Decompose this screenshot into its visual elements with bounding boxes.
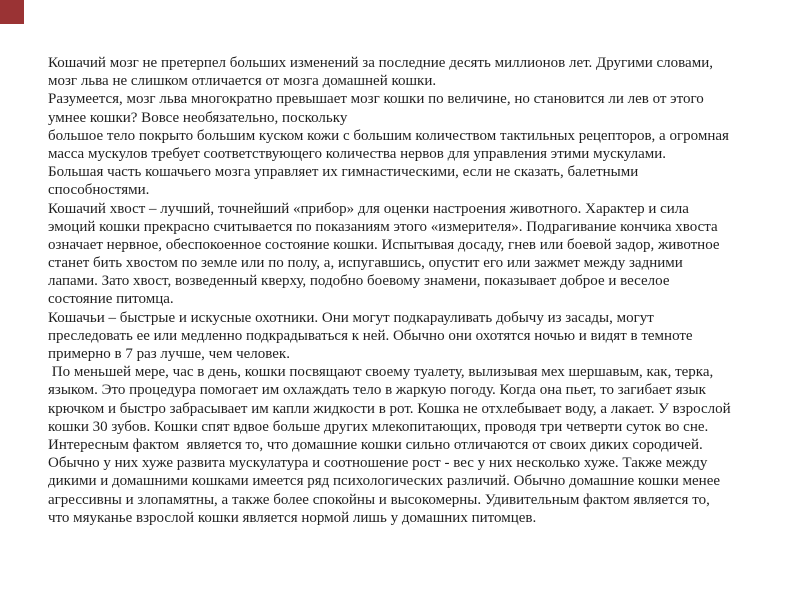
text-line: состояние питомца. [48, 291, 174, 308]
text-line: Обычно у них хуже развита мускулатура и соотношение рост - вес у них несколько хуже. Также между [48, 455, 708, 472]
text-line: крючком и быстро забрасывает им капли жидкости в рот. Кошка не отхлебывает воду, а лакает. У взрослой [48, 400, 731, 417]
text-line: преследовать ее или медленно подкрадываться к ней. Обычно они охотятся ночью и видят в темноте [48, 327, 693, 344]
text-line: означает нервное, обеспокоенное состояние кошки. Испытывая досаду, гнев или боевой задор, животное [48, 236, 720, 253]
text-line: Разумеется, мозг льва многократно превышает мозг кошки по величине, но становится ли лев от этого [48, 91, 704, 108]
text-line: По меньшей мере, час в день, кошки посвящают своему туалету, вылизывая мех шершавым, как, терка, [48, 364, 714, 381]
text-line: станет бить хвостом по земле или по полу, а, испугавшись, опустит его или зажмет между задними [48, 255, 683, 272]
text-line: умнее кошки? Вовсе необязательно, поскольку [48, 109, 348, 126]
text-line: мозг льва не слишком отличается от мозга домашней кошки. [48, 73, 437, 90]
text-line: Кошачий хвост – лучший, точнейший «прибор» для оценки настроения животного. Характер и сила [48, 200, 689, 217]
text-line: языком. Это процедура помогает им охлаждать тело в жаркую погоду. Когда она пьет, то загибает язык [48, 382, 706, 399]
text-line: большое тело покрыто большим куском кожи с большим количеством тактильных рецепторов, а огромная [48, 127, 729, 144]
text-line: кошки 30 зубов. Кошки спят вдвое больше других млекопитающих, проводя три четверти суток во сне. [48, 418, 709, 435]
text-line: эмоций кошки прекрасно считывается по показаниям этого «измерителя». Подрагивание кончика хвоста [48, 218, 718, 235]
text-line: способностями. [48, 182, 150, 199]
text-line: примерно в 7 раз лучше, чем человек. [48, 346, 290, 362]
text-line: масса мускулов требует соответствующего количества нервов для управления этими мускулами. [48, 145, 667, 162]
text-line: что мяуканье взрослой кошки является нормой лишь у домашних питомцев. [48, 509, 537, 526]
corner-accent [0, 0, 24, 24]
text-line: Кошачий мозг не претерпел больших изменений за последние десять миллионов лет. Другими словами, [48, 55, 713, 71]
text-line: Большая часть кошачьего мозга управляет их гимнастическими, если не сказать, балетными [48, 164, 639, 181]
text-line: дикими и домашними кошками имеется ряд психологических различий. Обычно домашние кошки менее [48, 473, 721, 490]
text-line: агрессивны и злопамятны, а также более спокойны и высокомерны. Удивительным фактом является то, [48, 491, 710, 508]
text-line: Интересным фактом является то, что домашние кошки сильно отличаются от своих диких сородичей. [48, 436, 703, 453]
text-line: Кошачьи – быстрые и искусные охотники. Они могут подкарауливать добычу из засады, могут [48, 309, 654, 326]
body-text [48, 54, 760, 527]
text-line: лапами. Зато хвост, возведенный кверху, подобно боевому знамени, показывает доброе и веселое [48, 273, 670, 290]
